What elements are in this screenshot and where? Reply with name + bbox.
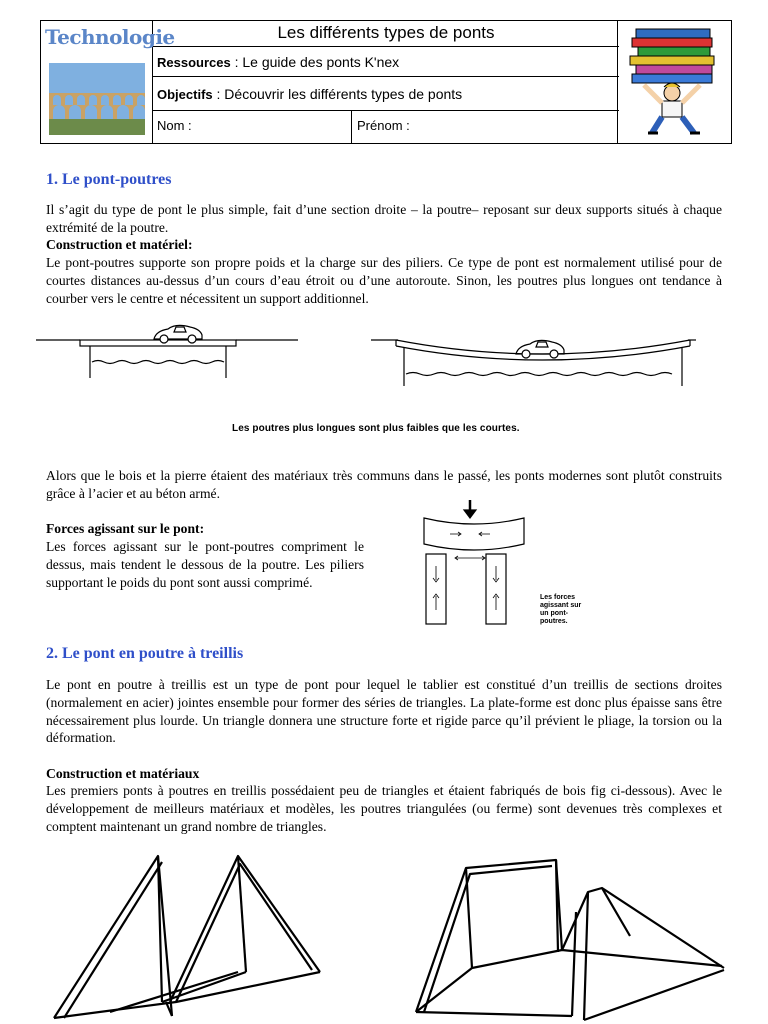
forces-caption: Les forces agissant sur un pont-poutres.: [540, 594, 582, 625]
pont-du-gard-photo: [49, 63, 145, 135]
forces-text: Les forces agissant sur le pont-poutres compriment le dessus, mais tendent le dessous de la poutre. Les piliers supportant le poids du pont sont aussi comprimé.: [46, 539, 364, 590]
student-books-illustration: [617, 21, 731, 143]
prenom-field[interactable]: Prénom :: [357, 118, 410, 133]
name-row: [153, 111, 619, 143]
section1-heading: 1. Le pont-poutres: [46, 171, 172, 188]
section1-intro: Il s’agit du type de pont le plus simple, fait d’une section droite – la poutre– reposant sur deux supports situés à chaque extrémité de la poutre.: [46, 202, 722, 235]
section2-construction-heading: Construction et matériaux: [46, 766, 200, 781]
objectifs-row: Objectifs : Découvrir les différents types de ponts: [153, 77, 619, 111]
page-title: Les différents types de ponts: [153, 21, 619, 47]
forces-heading: Forces agissant sur le pont:: [46, 521, 205, 536]
ressources-label: Ressources: [157, 55, 231, 70]
ressources-row: Ressources : Le guide des ponts K'nex: [153, 47, 619, 77]
objectifs-value: Découvrir les différents types de ponts: [224, 86, 463, 102]
section2-intro: Le pont en poutre à treillis est un type de pont pour lequel le tablier est constitué d’un treillis de sections droites (normalement en acier) jointes ensemble pour former des séries de triangles. La plate-forme est donc plus épaisse sans être nécessairement plus lourde. Un triangle donnera une structure forte et rigide parce qu’il prévient le pliage, la torsion ou la déformation.: [46, 677, 722, 746]
beam-bridge-figure: [36, 312, 696, 392]
section2-heading: 2. Le pont en poutre à treillis: [46, 645, 244, 662]
objectifs-label: Objectifs: [157, 87, 213, 102]
section1-materials-text: Alors que le bois et la pierre étaient des matériaux très communs dans le passé, les ponts modernes sont plutôt construits grâce à l’acier et au béton armé.: [46, 468, 722, 501]
section2-construction-text: Les premiers ponts à poutres en treillis possédaient peu de triangles et étaient fabriqués de bois fig ci-dessous). Avec le développement de meilleurs matériaux et modèles, les poutres triangulées (ou ferme) sont devenues très complexes et comptent maintenant un grand nombre de triangles.: [46, 783, 722, 834]
header-info: [153, 21, 619, 143]
section1-construction-heading: Construction et matériel:: [46, 237, 193, 252]
beam-figure-caption: Les poutres plus longues sont plus faibles que les courtes.: [232, 423, 520, 434]
truss-figure-left: [50, 852, 340, 1024]
ressources-value: Le guide des ponts K'nex: [242, 54, 400, 70]
logo-title: Technologie: [45, 25, 175, 49]
nom-field[interactable]: Nom :: [157, 118, 192, 133]
section1-construction-text: Le pont-poutres supporte son propre poids et la charge sur des piliers. Ce type de pont est normalement utilisé pour de courtes distances au-dessus d’un cours d’eau étroit ou d’une autoroute. Sinon, les poutres plus longues ont tendance à courber vers le centre et nécessitent un support additionnel.: [46, 255, 722, 306]
truss-figure-right: [412, 852, 742, 1024]
worksheet-header: [40, 20, 732, 144]
